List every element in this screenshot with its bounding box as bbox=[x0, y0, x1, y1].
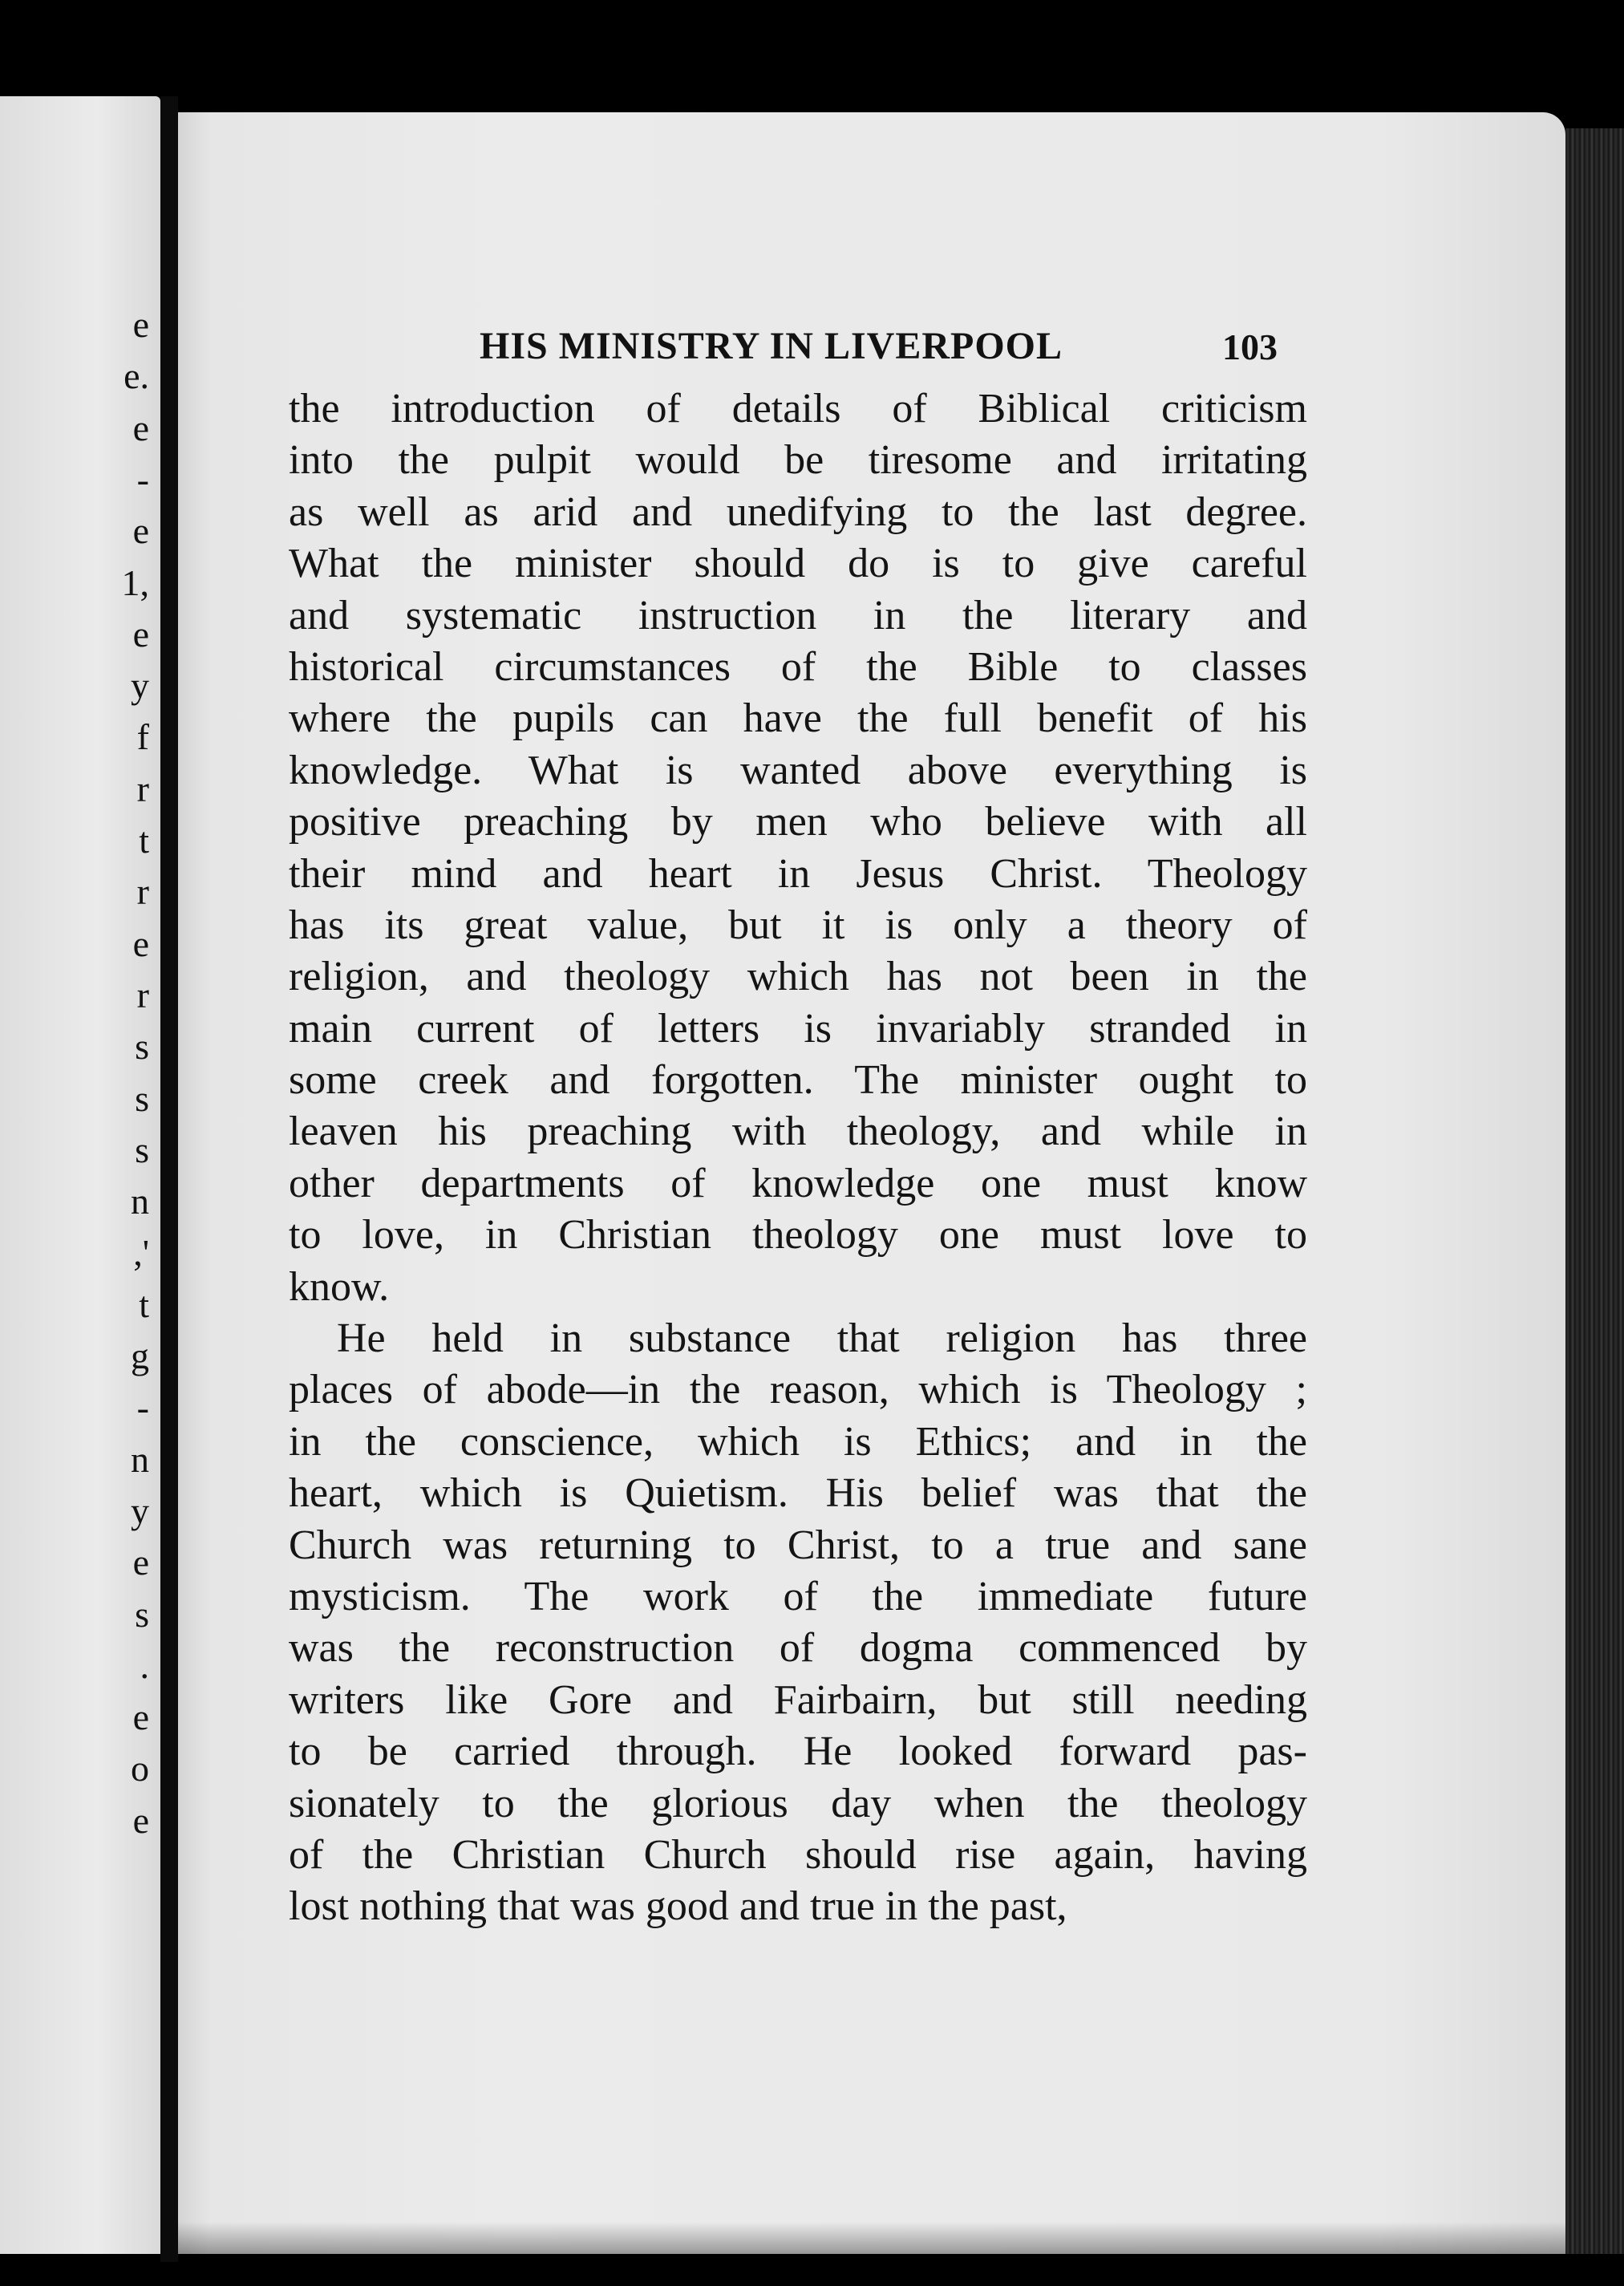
text-line: as well as arid and unedifying to the last degree. bbox=[289, 488, 1307, 535]
paragraph bbox=[289, 1313, 1307, 1933]
paragraph bbox=[289, 383, 1307, 1313]
text-line: positive preaching by men who believe with all bbox=[289, 799, 1307, 845]
text-line: to be carried through. He looked forward pas- bbox=[289, 1729, 1307, 1775]
facing-page-char: . bbox=[140, 1644, 149, 1686]
text-line: into the pulpit would be tiresome and irritating bbox=[289, 437, 1307, 484]
text-line: know. bbox=[289, 1263, 390, 1310]
text-line: mysticism. The work of the immediate future bbox=[289, 1573, 1307, 1619]
facing-page-char: f bbox=[136, 716, 149, 758]
facing-page-char: e bbox=[132, 510, 149, 552]
facing-page-char: s bbox=[135, 1026, 149, 1068]
text-line: historical circumstances of the Bible to classes bbox=[289, 643, 1307, 690]
facing-page-left bbox=[0, 96, 160, 2254]
text-line: heart, which is Quietism. His belief was that the bbox=[289, 1470, 1307, 1517]
running-head: HIS MINISTRY IN LIVERPOOL bbox=[480, 325, 1063, 367]
facing-page-char: t bbox=[139, 820, 149, 861]
body-text bbox=[289, 383, 1307, 1933]
text-line: the introduction of details of Biblical criticism bbox=[289, 386, 1307, 432]
facing-page-char: y bbox=[131, 1490, 149, 1531]
text-line: leaven his preaching with theology, and while in bbox=[289, 1109, 1307, 1155]
book-page bbox=[178, 112, 1565, 2254]
facing-page-char: y bbox=[131, 665, 149, 707]
facing-page-char: n bbox=[131, 1438, 149, 1480]
text-line: main current of letters is invariably stranded in bbox=[289, 1005, 1307, 1052]
text-line: lost nothing that was good and true in the past, bbox=[289, 1883, 1067, 1930]
facing-page-char: n bbox=[131, 1181, 149, 1222]
facing-page-char: e bbox=[132, 613, 149, 655]
facing-page-char: r bbox=[136, 768, 149, 809]
facing-page-char: s bbox=[135, 1077, 149, 1119]
facing-page-char: e bbox=[132, 1799, 149, 1841]
text-line: sionately to the glorious day when the theology bbox=[289, 1780, 1307, 1826]
page-bottom-shadow bbox=[178, 2222, 1565, 2254]
text-line: other departments of knowledge one must know bbox=[289, 1160, 1307, 1206]
facing-page-char: e bbox=[132, 304, 149, 345]
facing-page-char: t bbox=[139, 1283, 149, 1325]
text-line: where the pupils can have the full benefit of his bbox=[289, 695, 1307, 742]
facing-page-char: - bbox=[136, 1387, 149, 1429]
text-line: religion, and theology which has not been in the bbox=[289, 954, 1307, 1000]
facing-page-char: 1, bbox=[121, 561, 149, 603]
text-line: their mind and heart in Jesus Christ. Theology bbox=[289, 850, 1307, 897]
text-line: What the minister should do is to give careful bbox=[289, 541, 1307, 587]
facing-page-char: r bbox=[136, 871, 149, 913]
facing-page-char: e bbox=[132, 1696, 149, 1738]
book-edge-right bbox=[1565, 128, 1624, 2254]
text-line: He held in substance that religion has three bbox=[337, 1315, 1307, 1362]
facing-page-char: e bbox=[132, 1542, 149, 1583]
book-gutter bbox=[160, 96, 178, 2262]
facing-page-char: - bbox=[136, 458, 149, 500]
text-line: writers like Gore and Fairbairn, but still needing bbox=[289, 1676, 1307, 1723]
facing-page-char: s bbox=[135, 1129, 149, 1170]
text-line: in the conscience, which is Ethics; and in the bbox=[289, 1418, 1307, 1465]
page-number: 103 bbox=[1222, 326, 1278, 367]
text-line: and systematic instruction in the literary and bbox=[289, 592, 1307, 638]
facing-page-char: e bbox=[132, 922, 149, 964]
facing-page-char: ,' bbox=[133, 1232, 149, 1274]
text-line: of the Christian Church should rise again, having bbox=[289, 1831, 1307, 1878]
facing-page-char: o bbox=[131, 1748, 149, 1789]
text-line: Church was returning to Christ, to a true and sane bbox=[289, 1522, 1307, 1568]
text-line: was the reconstruction of dogma commenced by bbox=[289, 1625, 1307, 1672]
facing-page-char: g bbox=[131, 1336, 149, 1376]
text-line: some creek and forgotten. The minister ought to bbox=[289, 1057, 1307, 1104]
text-line: has its great value, but it is only a theory of bbox=[289, 902, 1307, 948]
text-line: places of abode—in the reason, which is Theology ; bbox=[289, 1367, 1307, 1413]
text-line: to love, in Christian theology one must love to bbox=[289, 1212, 1307, 1259]
text-line: knowledge. What is wanted above everything is bbox=[289, 747, 1307, 793]
facing-page-char: e. bbox=[124, 355, 149, 397]
facing-page-char: s bbox=[135, 1593, 149, 1635]
facing-page-char: r bbox=[136, 974, 149, 1015]
facing-page-char: e bbox=[132, 407, 149, 448]
